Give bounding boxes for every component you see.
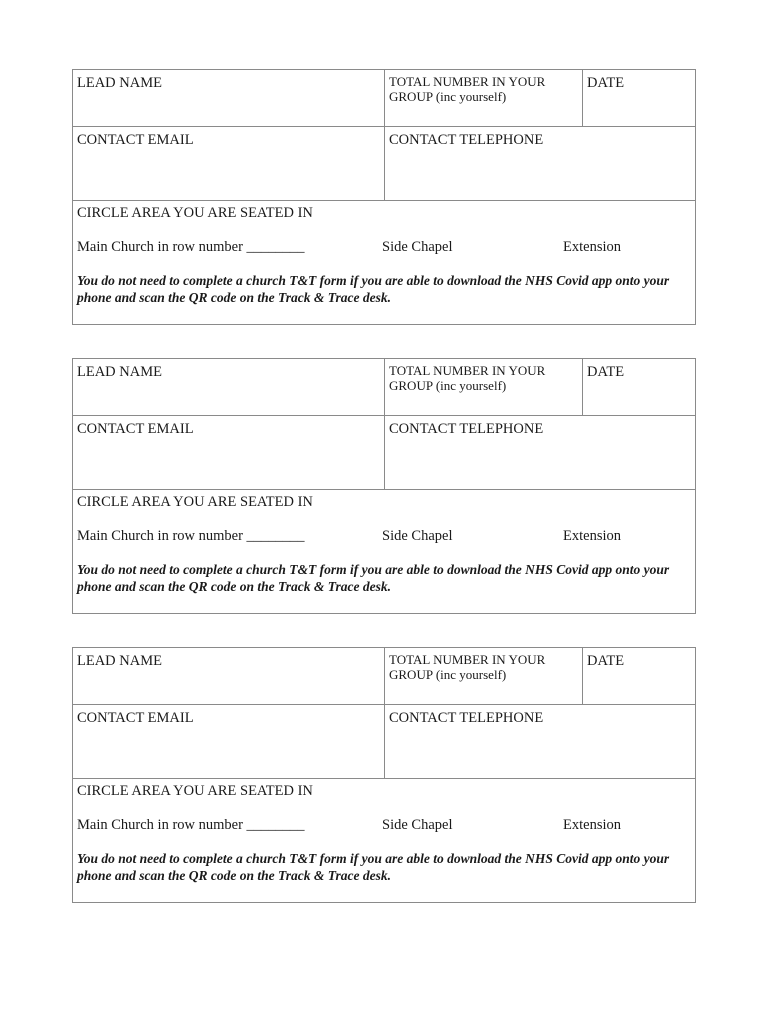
seating-area-title: CIRCLE AREA YOU ARE SEATED IN [77,783,313,799]
date-field[interactable] [583,70,695,127]
group-size-label: TOTAL NUMBER IN YOUR GROUP (inc yourself) [389,652,546,682]
contact-telephone-field[interactable] [385,127,695,201]
track-trace-form-3 [72,647,696,903]
track-trace-form-2 [72,358,696,614]
contact-email-field[interactable] [73,416,385,490]
contact-email-label: CONTACT EMAIL [77,421,194,437]
lead-name-field[interactable] [73,359,385,416]
option-extension[interactable]: Extension [563,817,621,833]
option-extension[interactable]: Extension [563,239,621,255]
contact-telephone-label: CONTACT TELEPHONE [389,421,544,437]
contact-email-field[interactable] [73,705,385,779]
date-label: DATE [587,75,625,91]
contact-telephone-label: CONTACT TELEPHONE [389,710,544,726]
group-size-field[interactable] [385,648,583,705]
lead-name-field[interactable] [73,70,385,127]
nhs-app-note: You do not need to complete a church T&T form if you are able to download the NHS Covid app onto your phone and scan the QR code on the Track & Trace desk. [77,273,670,305]
date-field[interactable] [583,648,695,705]
date-label: DATE [587,653,625,669]
lead-name-label: LEAD NAME [77,653,162,669]
date-label: DATE [587,364,625,380]
option-main-church[interactable]: Main Church in row number ________ [77,528,305,544]
nhs-app-note: You do not need to complete a church T&T form if you are able to download the NHS Covid app onto your phone and scan the QR code on the Track & Trace desk. [77,851,670,883]
option-extension[interactable]: Extension [563,528,621,544]
lead-name-label: LEAD NAME [77,75,162,91]
track-trace-form-1 [72,69,696,325]
group-size-label: TOTAL NUMBER IN YOUR GROUP (inc yourself) [389,74,546,104]
contact-telephone-label: CONTACT TELEPHONE [389,132,544,148]
group-size-label: TOTAL NUMBER IN YOUR GROUP (inc yourself) [389,363,546,393]
seating-area-section [73,779,695,902]
group-size-field[interactable] [385,359,583,416]
lead-name-field[interactable] [73,648,385,705]
lead-name-label: LEAD NAME [77,364,162,380]
nhs-app-note: You do not need to complete a church T&T form if you are able to download the NHS Covid app onto your phone and scan the QR code on the Track & Trace desk. [77,562,670,594]
seating-area-title: CIRCLE AREA YOU ARE SEATED IN [77,494,313,510]
option-side-chapel[interactable]: Side Chapel [382,239,453,255]
contact-telephone-field[interactable] [385,416,695,490]
seating-area-title: CIRCLE AREA YOU ARE SEATED IN [77,205,313,221]
seating-area-section [73,490,695,613]
contact-email-label: CONTACT EMAIL [77,710,194,726]
option-main-church[interactable]: Main Church in row number ________ [77,817,305,833]
group-size-field[interactable] [385,70,583,127]
date-field[interactable] [583,359,695,416]
option-main-church[interactable]: Main Church in row number ________ [77,239,305,255]
option-side-chapel[interactable]: Side Chapel [382,528,453,544]
contact-email-label: CONTACT EMAIL [77,132,194,148]
option-side-chapel[interactable]: Side Chapel [382,817,453,833]
contact-telephone-field[interactable] [385,705,695,779]
contact-email-field[interactable] [73,127,385,201]
seating-area-section [73,201,695,324]
